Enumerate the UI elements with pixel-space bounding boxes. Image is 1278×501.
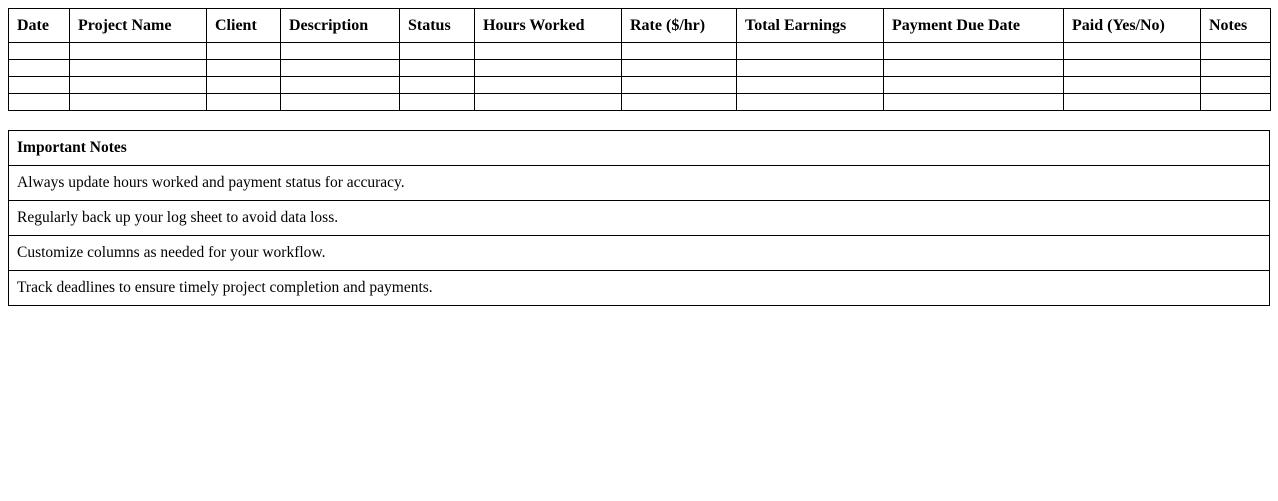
table-cell[interactable] bbox=[70, 43, 207, 60]
column-header-notes: Notes bbox=[1201, 9, 1271, 43]
column-header-project-name: Project Name bbox=[70, 9, 207, 43]
column-header-total-earnings: Total Earnings bbox=[737, 9, 884, 43]
table-cell[interactable] bbox=[207, 43, 281, 60]
column-header-description: Description bbox=[281, 9, 400, 43]
table-cell[interactable] bbox=[1201, 77, 1271, 94]
table-cell[interactable] bbox=[400, 77, 475, 94]
table-cell[interactable] bbox=[884, 43, 1064, 60]
table-cell[interactable] bbox=[884, 94, 1064, 111]
note-row bbox=[9, 271, 1270, 306]
column-header-paid: Paid (Yes/No) bbox=[1064, 9, 1201, 43]
table-cell[interactable] bbox=[622, 43, 737, 60]
column-header-hours-worked: Hours Worked bbox=[475, 9, 622, 43]
table-cell[interactable] bbox=[281, 94, 400, 111]
note-row bbox=[9, 201, 1270, 236]
table-cell[interactable] bbox=[1064, 77, 1201, 94]
table-cell[interactable] bbox=[9, 43, 70, 60]
table-cell[interactable] bbox=[400, 43, 475, 60]
note-text: Track deadlines to ensure timely project completion and payments. bbox=[9, 271, 1270, 306]
column-header-rate: Rate ($/hr) bbox=[622, 9, 737, 43]
table-cell[interactable] bbox=[475, 60, 622, 77]
table-cell[interactable] bbox=[884, 77, 1064, 94]
table-cell[interactable] bbox=[622, 60, 737, 77]
column-header-date: Date bbox=[9, 9, 70, 43]
table-cell[interactable] bbox=[622, 94, 737, 111]
important-notes-table bbox=[8, 130, 1270, 306]
table-cell[interactable] bbox=[70, 94, 207, 111]
table-cell[interactable] bbox=[400, 94, 475, 111]
table-cell[interactable] bbox=[1064, 60, 1201, 77]
notes-heading: Important Notes bbox=[9, 131, 1270, 166]
table-cell[interactable] bbox=[400, 60, 475, 77]
freelance-log-table bbox=[8, 8, 1271, 111]
notes-heading-row bbox=[9, 131, 1270, 166]
note-text: Customize columns as needed for your workflow. bbox=[9, 236, 1270, 271]
table-cell[interactable] bbox=[9, 60, 70, 77]
table-cell[interactable] bbox=[70, 60, 207, 77]
table-cell[interactable] bbox=[475, 43, 622, 60]
table-cell[interactable] bbox=[207, 94, 281, 111]
table-cell[interactable] bbox=[737, 60, 884, 77]
note-text: Always update hours worked and payment status for accuracy. bbox=[9, 166, 1270, 201]
table-cell[interactable] bbox=[1201, 94, 1271, 111]
table-cell[interactable] bbox=[1064, 94, 1201, 111]
table-cell[interactable] bbox=[281, 60, 400, 77]
table-cell[interactable] bbox=[281, 77, 400, 94]
table-cell[interactable] bbox=[737, 77, 884, 94]
column-header-status: Status bbox=[400, 9, 475, 43]
table-cell[interactable] bbox=[622, 77, 737, 94]
table-row bbox=[9, 60, 1271, 77]
table-row bbox=[9, 77, 1271, 94]
table-cell[interactable] bbox=[737, 94, 884, 111]
table-cell[interactable] bbox=[207, 77, 281, 94]
table-cell[interactable] bbox=[9, 77, 70, 94]
table-row bbox=[9, 43, 1271, 60]
table-row bbox=[9, 94, 1271, 111]
table-cell[interactable] bbox=[884, 60, 1064, 77]
table-header-row bbox=[9, 9, 1271, 43]
column-header-client: Client bbox=[207, 9, 281, 43]
column-header-payment-due-date: Payment Due Date bbox=[884, 9, 1064, 43]
table-cell[interactable] bbox=[475, 77, 622, 94]
table-cell[interactable] bbox=[1201, 43, 1271, 60]
table-cell[interactable] bbox=[1201, 60, 1271, 77]
table-cell[interactable] bbox=[1064, 43, 1201, 60]
note-row bbox=[9, 166, 1270, 201]
table-cell[interactable] bbox=[70, 77, 207, 94]
table-cell[interactable] bbox=[475, 94, 622, 111]
table-cell[interactable] bbox=[737, 43, 884, 60]
table-cell[interactable] bbox=[207, 60, 281, 77]
table-cell[interactable] bbox=[281, 43, 400, 60]
note-row bbox=[9, 236, 1270, 271]
table-cell[interactable] bbox=[9, 94, 70, 111]
note-text: Regularly back up your log sheet to avoid data loss. bbox=[9, 201, 1270, 236]
